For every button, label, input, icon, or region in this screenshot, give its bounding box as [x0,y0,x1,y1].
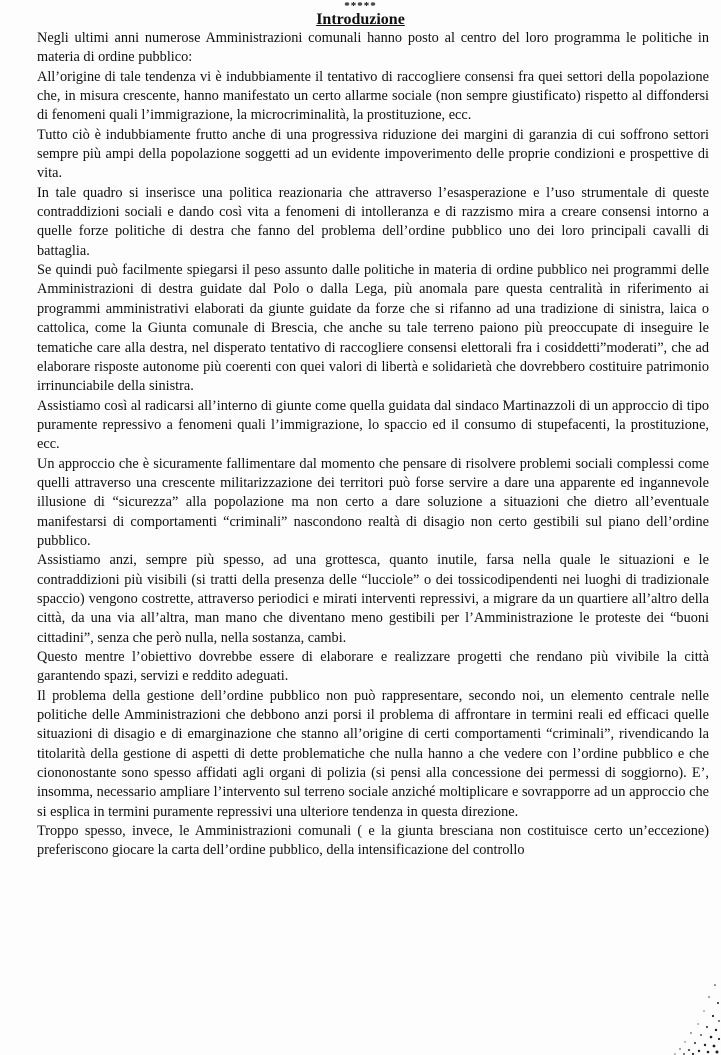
paragraph: Assistiamo anzi, sempre più spesso, ad una grottesca, quanto inutile, farsa nella quale le situazioni e le contraddizioni più visibili (si tratti della presenza delle “lucciole” o dei tossicodipendenti nei luoghi di tradizionale spaccio) vengono costrette, attraverso periodici e mirati interventi repressivi, a migrare da un quartiere all’altro della città, da una via all’altra, man mano che diventano meno gestibili per l’Amministrazione le proteste dei “buoni cittadini”, senza che però nulla, nella sostanza, cambi. [37,552,709,646]
paragraph: Negli ultimi anni numerose Amministrazioni comunali hanno posto al centro del loro programma le politiche in materia di ordine pubblico: [37,30,709,66]
page-title: Introduzione [316,11,405,28]
paragraph: Questo mentre l’obiettivo dovrebbe essere di elaborare e realizzare progetti che rendano più vivibile la città garantendo spazi, servizi e reddito adeguati. [37,649,709,685]
paragraph: Troppo spesso, invece, le Amministrazioni comunali ( e la giunta bresciana non costituisce certo un’eccezione) preferiscono giocare la carta dell’ordine pubblico, della intensificazione del controllo [37,823,709,859]
scan-noise-corner [671,975,721,1055]
separator-mark: ***** [344,0,377,12]
paragraph: Se quindi può facilmente spiegarsi il peso assunto dalle politiche in materia di ordine pubblico nei programmi delle Amministrazioni di destra guidate dal Polo o dalla Lega, più anomala pare questa centralità in riferimento ai programmi amministrativi elaborati da giunte guidate da forze che si rifanno ad una tradizione di sinistra, laica o cattolica, come la Giunta comunale di Brescia, che anche su tale terreno paiono più preoccupate di inseguire le tematiche care alla destra, nel disperato tentativo di raccogliere consensi elettorali fra i cosiddetti”moderati”, che ad elaborare risposte autonome più coerenti con quei valori di libertà e solidarietà che dovrebbero costituire patrimonio irrinunciabile della sinistra. [37,262,709,395]
body-text [37,29,709,861]
paragraph: All’origine di tale tendenza vi è indubbiamente il tentativo di raccogliere consensi fra quei settori della popolazione che, in misura crescente, hanno manifestato un certo allarme sociale (non sempre giustificato) rispetto al diffondersi di fenomeni quali l’immigrazione, la microcriminalità, la prostituzione, ecc. [37,68,709,124]
paragraph: Un approccio che è sicuramente fallimentare dal momento che pensare di risolvere problemi sociali complessi come quelli attraverso una crescente militarizzazione dei territori può forse servire a dare una apparente ed ingannevole illusione di “sicurezza” alla popolazione ma non certo a dare soluzione a situazioni che dietro all’eventuale manifestarsi di comportamenti “criminali” nascondono realtà di disagio non certo gestibili sul piano dell’ordine pubblico. [37,455,709,549]
paragraph: In tale quadro si inserisce una politica reazionaria che attraverso l’esasperazione e l’uso strumentale di queste contraddizioni sociali e dando così vita a fenomeni di intolleranza e di razzismo mira a creare consensi intorno a quelle forze politiche di destra che fanno del problema dell’ordine pubblico uno dei loro principali cavalli di battaglia. [37,184,709,259]
paragraph: Tutto ciò è indubbiamente frutto anche di una progressiva riduzione dei margini di garanzia di cui soffrono settori sempre più ampi della popolazione soggetti ad un evidente impoverimento delle proprie condizioni e prospettive di vita. [37,126,709,182]
paragraph: Il problema della gestione dell’ordine pubblico non può rappresentare, secondo noi, un elemento centrale nelle politiche delle Amministrazioni che debbono anzi porsi il problema di affrontare in termini reali ed efficaci quelle situazioni di disagio e di emarginazione che stanno all’origine di certi comportamenti “criminali”, rivendicando la titolarità della gestione di aspetti di dette problematiche che nulla hanno a che vedere con l’ordine pubblico e che ciononostante sono spesso affidati agli organi di polizia (si pensi alla concessione dei permessi di soggiorno). E’, insomma, necessario ampliare l’intervento sul terreno sociale anziché moltiplicare e sovrapporre ad un approccio che si esplica in termini puramente repressivi una ulteriore tendenza in questa direzione. [37,687,709,820]
paragraph: Assistiamo così al radicarsi all’interno di giunte come quella guidata dal sindaco Martinazzoli di un approccio di tipo puramente repressivo a fenomeni quali l’immigrazione, lo spaccio ed il consumo di stupefacenti, la prostituzione, ecc. [37,397,709,453]
